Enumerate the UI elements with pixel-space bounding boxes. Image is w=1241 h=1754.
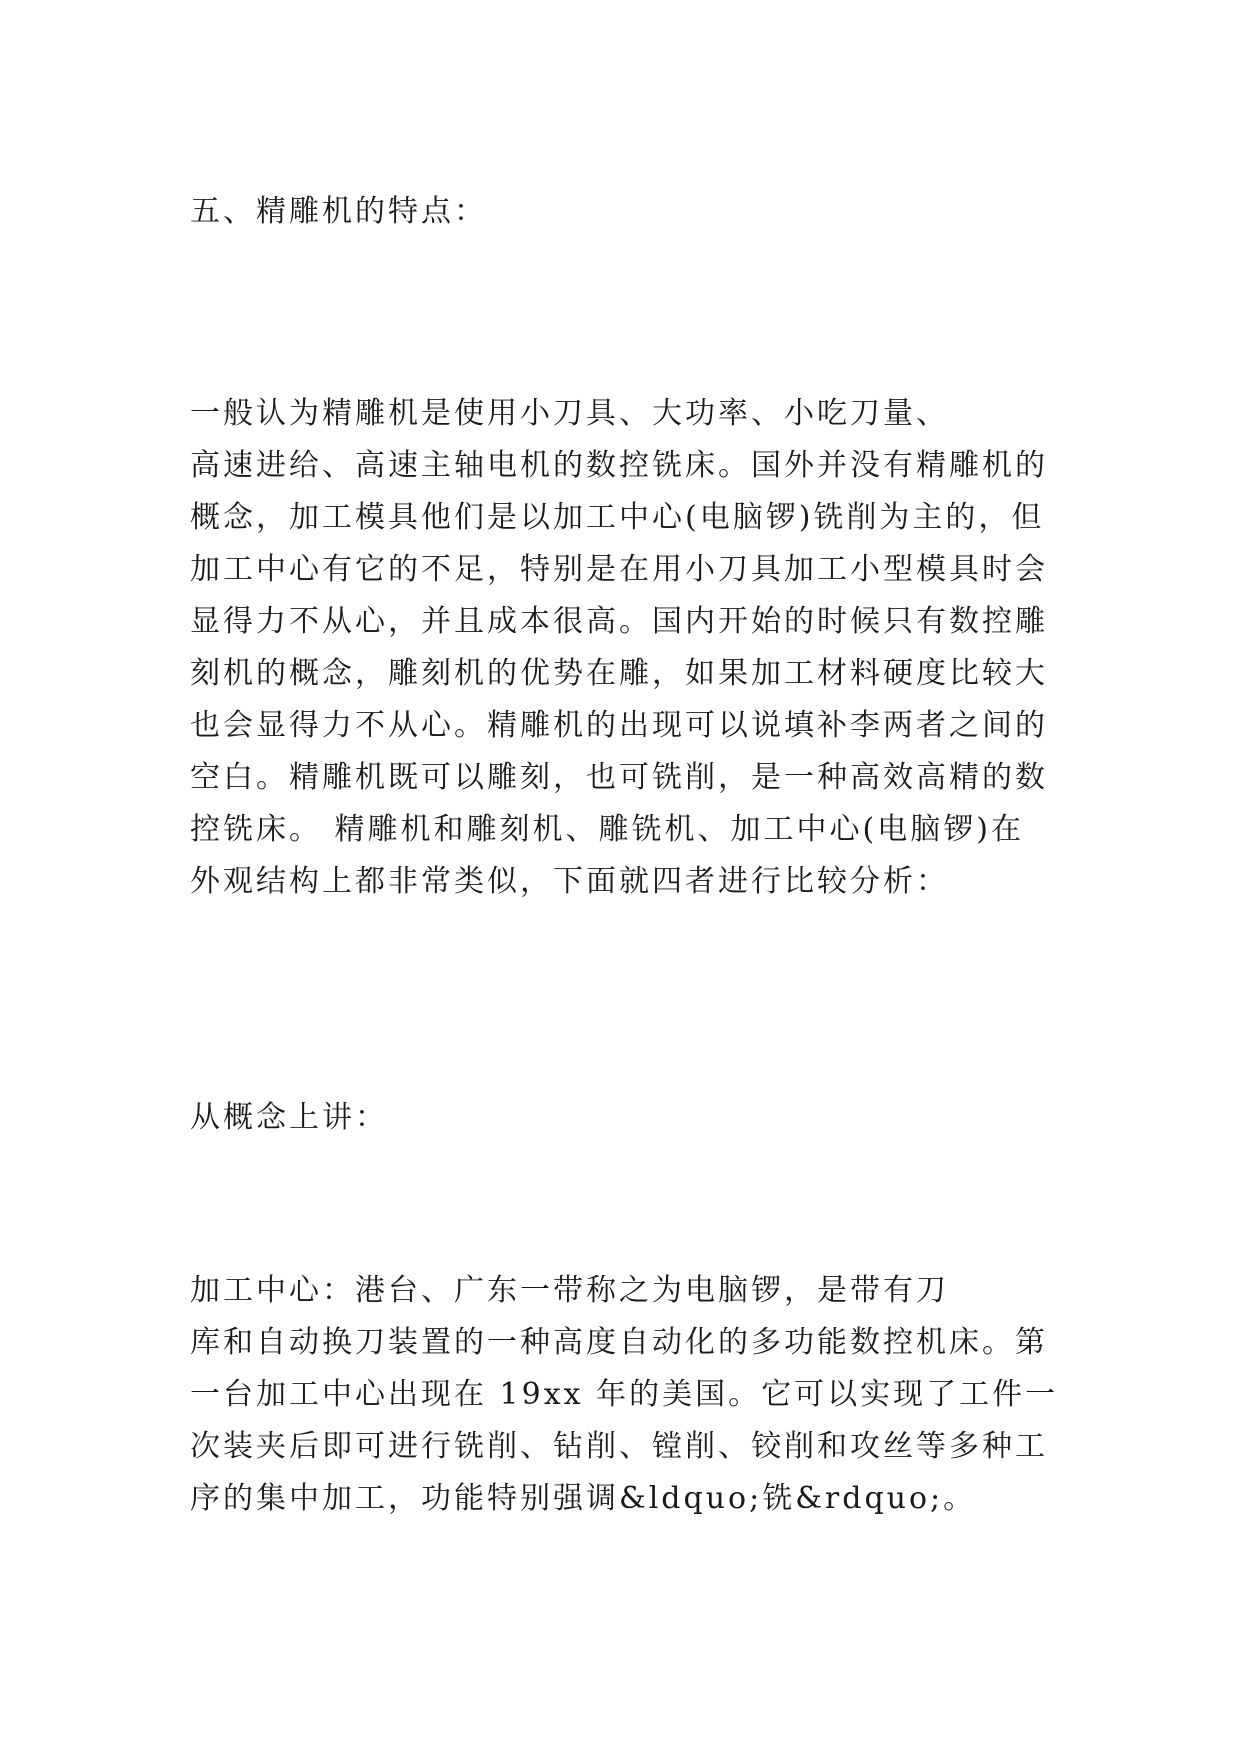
paragraph-machining-center: 加工中心：港台、广东一带称之为电脑锣，是带有刀 库和自动换刀装置的一种高度自动化的多功能数控机床。第 一台加工中心出现在 19xx 年的美国。它可以实现了工件一 次装夹后即可进行铣削、钻削、镗削、铰削和攻丝等多种工 序的集中加工，功能特别强调&ldquo;铣&rdquo;。	[190, 1273, 1059, 1516]
paragraph-features: 一般认为精雕机是使用小刀具、大功率、小吃刀量、 高速进给、高速主轴电机的数控铣床。国外并没有精雕机的 概念，加工模具他们是以加工中心(电脑锣)铣削为主的，但 加工中心有它的不足，特别是在用小刀具加工小型模具时会 显得力不从心，并且成本很高。国内开始的时候只有数控雕 刻机的概念，雕刻机的优势在雕，如果加工材料硬度比较大 也会显得力不从心。精雕机的出现可以说填补李两者之间的 空白。精雕机既可以雕刻，也可铣削，是一种高效高精的数 控铣床。 精雕机和雕刻机、雕铣机、加工中心(电脑锣)在 外观结构上都非常类似，下面就四者进行比较分析：	[190, 396, 1048, 899]
subsection-heading: 从概念上讲：	[190, 1100, 388, 1135]
section-heading: 五、精雕机的特点：	[190, 194, 487, 229]
